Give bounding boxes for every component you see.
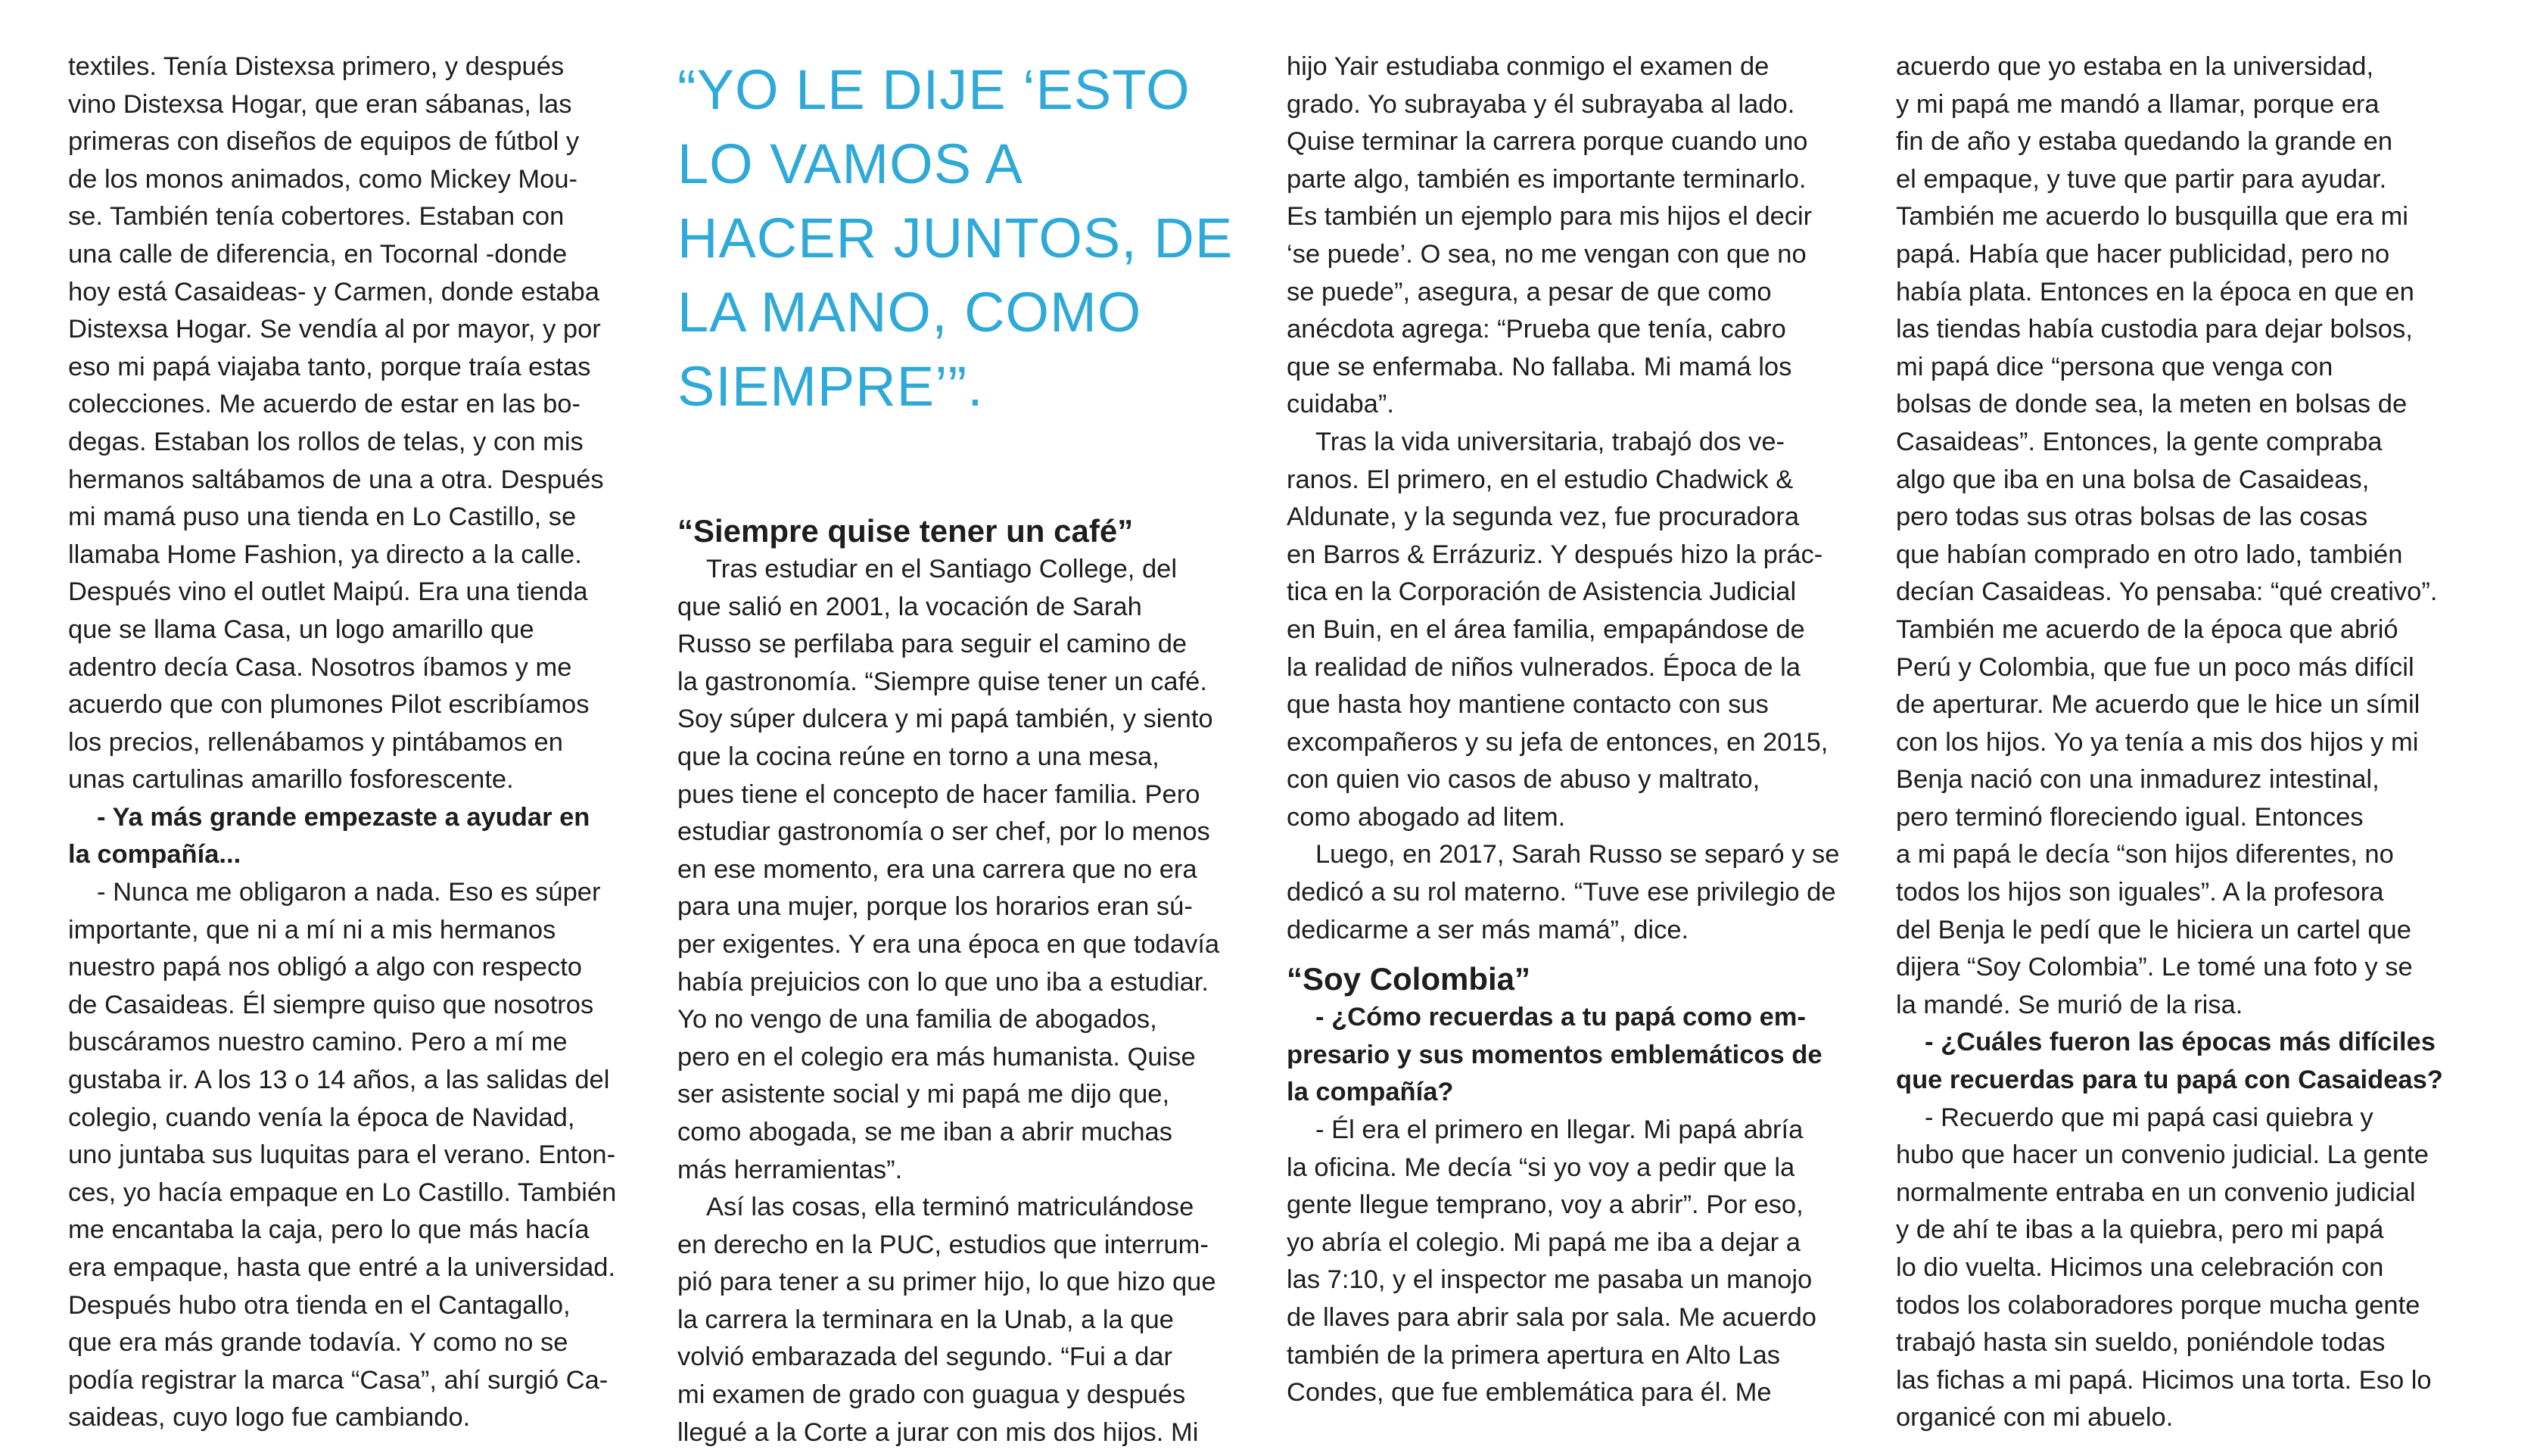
text-line: - Nunca me obligaron a nada. Eso es súper [97,878,601,907]
text-line: dedicó a su rol materno. “Tuve ese privilegio de [1287,878,1836,907]
text-line: con los hijos. Yo ya tenía a mis dos hijos y mi [1896,727,2419,757]
text-line: buscáramos nuestro camino. Pero a mí me [68,1028,568,1057]
text-line: una calle de diferencia, en Tocornal -donde [68,239,568,269]
text-line: yo abría el colegio. Mi papá me iba a dejar a [1287,1227,1801,1257]
text-line: Perú y Colombia, que fue un poco más difícil [1896,652,2414,682]
section-subhead: “Soy Colombia” [1287,961,1531,997]
text-line: pues tiene el concepto de hacer familia. Pero [677,779,1200,809]
column-2 [677,48,1253,1451]
text-line: estudiar gastronomía o ser chef, por lo menos [677,817,1210,847]
pull-quote-line: HACER JUNTOS, DE [677,207,1234,269]
text-line: a mi papá le decía “son hijos diferentes, no [1896,840,2394,870]
text-line: - Recuerdo que mi papá casi quiebra y [1925,1103,2373,1132]
interview-question [68,799,613,874]
col4-paragraph-1 [1896,48,2479,1024]
text-line: la mandé. Se murió de la risa. [1896,990,2243,1019]
text-line: mi papá dice “persona que venga con [1896,352,2333,381]
text-line: hoy está Casaideas- y Carmen, donde estaba [68,277,599,306]
text-line: lo dio vuelta. Hicimos una celebración con [1896,1253,2384,1282]
interview-answer [1287,1112,1862,1412]
text-line: Luego, en 2017, Sarah Russo se separó y se [1315,840,1840,870]
interview-question [1287,999,1862,1112]
column-4 [1896,48,2479,1437]
text-line: pió para tener a su primer hijo, lo que hizo que [677,1268,1216,1297]
text-line: fin de año y estaba quedando la grande en [1896,127,2393,157]
text-line: en Barros & Errázuriz. Y después hizo la prác- [1287,540,1823,569]
text-line: hijo Yair estudiaba conmigo el examen de [1287,52,1770,81]
pull-quote-line: LA MANO, COMO [677,281,1142,344]
text-line: todos los hijos son iguales”. A la profesora [1896,878,2384,907]
text-line: del Benja le pedí que le hiciera un cartel que [1896,915,2411,944]
text-line: unas cartulinas amarillo fosforescente. [68,765,514,795]
pull-quote-line: SIEMPRE’”. [677,355,984,418]
text-line: la carrera la terminara en la Unab, a la que [677,1305,1174,1334]
text-line: degas. Estaban los rollos de telas, y con mis [68,427,584,456]
text-line: los precios, rellenábamos y pintábamos en [68,727,563,757]
text-line: la gastronomía. “Siempre quise tener un café. [677,667,1207,696]
text-line: Es también un ejemplo para mis hijos el decir [1287,202,1813,232]
text-line: gente llegue temprano, voy a abrir”. Por eso, [1287,1190,1804,1220]
text-line: el empaque, y tuve que partir para ayudar. [1896,164,2387,194]
text-line: de aperturar. Me acuerdo que le hice un símil [1896,690,2420,720]
text-line: la oficina. Me decía “si yo voy a pedir que la [1287,1153,1795,1182]
text-line: Condes, que fue emblemática para él. Me [1287,1378,1772,1408]
col2-paragraph-1 [677,551,1253,1189]
text-line: importante, que ni a mí ni a mis hermanos [68,915,556,944]
text-line: decían Casaideas. Yo pensaba: “qué creativo”. [1896,577,2438,607]
text-line: hubo que hacer un convenio judicial. La gente [1896,1140,2429,1170]
text-line: como abogado ad litem. [1287,802,1566,832]
text-line: las fichas a mi papá. Hicimos una torta. Eso lo [1896,1365,2432,1395]
text-line: de llaves para abrir sala por sala. Me acuerdo [1287,1303,1816,1332]
text-line: las 7:10, y el inspector me pasaba un manojo [1287,1265,1813,1295]
text-line: en ese momento, era una carrera que no era [677,854,1197,884]
text-line: que salió en 2001, la vocación de Sarah [677,592,1142,621]
pull-quote-line: LO VAMOS A [677,132,1023,195]
col2-paragraph-2 [677,1189,1253,1451]
pull-quote [677,53,1253,424]
text-line: colegio, cuando venía la época de Navidad, [68,1103,575,1132]
col3-paragraph-1 [1287,48,1862,424]
column-3 [1287,48,1862,1412]
text-line: Quise terminar la carrera porque cuando uno [1287,127,1808,157]
text-line: pero todas sus otras bolsas de las cosas [1896,502,2368,532]
text-line: mi mamá puso una tienda en Lo Castillo, se [68,502,577,532]
text-line: me encantaba la caja, pero lo que más hacía [68,1215,590,1245]
text-line: primeras con diseños de equipos de fútbol y [68,127,580,157]
text-line: papá. Había que hacer publicidad, pero no [1896,239,2390,269]
text-line: pero en el colegio era más humanista. Quise [677,1042,1196,1072]
text-line: se. También tenía cobertores. Estaban con [68,202,565,232]
text-line: se puede”, asegura, a pesar de que como [1287,277,1772,306]
text-line: que se enfermaba. No fallaba. Mi mamá los [1287,352,1792,381]
text-line: ser asistente social y mi papá me dijo que, [677,1080,1170,1109]
text-line: como abogada, se me iban a abrir muchas [677,1117,1172,1146]
text-line: para una mujer, porque los horarios eran sú- [677,892,1193,922]
question-line: la compañía? [1287,1078,1454,1107]
text-line: colecciones. Me acuerdo de estar en las bo- [68,390,581,419]
text-line: ranos. El primero, en el estudio Chadwick & [1287,465,1794,494]
question-line: la compañía... [68,840,241,870]
text-line: - Él era el primero en llegar. Mi papá abría [1315,1115,1804,1145]
text-line: Así las cosas, ella terminó matriculándose [706,1193,1194,1222]
text-line: también de la primera apertura en Alto Las [1287,1340,1781,1370]
question-line: presario y sus momentos emblemáticos de [1287,1040,1823,1069]
text-line: todos los colaboradores porque mucha gente [1896,1290,2420,1320]
text-line: acuerdo que yo estaba en la universidad, [1896,52,2374,81]
text-line: mi examen de grado con guagua y después [677,1380,1186,1410]
text-line: Yo no vengo de una familia de abogados, [677,1005,1157,1034]
text-line: per exigentes. Y era una época en que todavía [677,929,1220,959]
text-line: llamaba Home Fashion, ya directo a la calle. [68,540,582,569]
text-line: dijera “Soy Colombia”. Le tomé una foto y se [1896,953,2413,982]
text-line: que habían comprado en otro lado, también [1896,540,2403,569]
text-line: con quien vio casos de abuso y maltrato, [1287,765,1760,795]
interview-question [1896,1024,2479,1099]
text-line: normalmente entraba en un convenio judicial [1896,1178,2416,1207]
text-line: gustaba ir. A los 13 o 14 años, a las salidas del [68,1066,610,1095]
text-line: grado. Yo subrayaba y él subrayaba al lado. [1287,89,1795,119]
col1-intro-paragraph [68,48,613,799]
text-line: eso mi papá viajaba tanto, porque traía estas [68,352,591,381]
text-line: Benja nació con una inmadurez intestinal, [1896,765,2380,795]
text-line: Distexsa Hogar. Se vendía al por mayor, y por [68,315,601,344]
text-line: Después hubo otra tienda en el Cantagallo, [68,1290,571,1320]
text-line: adentro decía Casa. Nosotros íbamos y me [68,652,572,682]
interview-answer [1896,1100,2479,1437]
question-line: - ¿Cuáles fueron las épocas más difíciles [1925,1028,2436,1057]
text-line: volvió embarazada del segundo. “Fui a dar [677,1342,1172,1372]
text-line: y de ahí te ibas a la quiebra, pero mi papá [1896,1215,2384,1245]
text-line: acuerdo que con plumones Pilot escribíamos [68,690,590,720]
section-subhead: “Siempre quise tener un café” [677,513,1134,549]
text-line: la realidad de niños vulnerados. Época de la [1287,652,1801,682]
text-line: anécdota agrega: “Prueba que tenía, cabro [1287,315,1786,344]
text-line: ces, yo hacía empaque en Lo Castillo. También [68,1178,617,1207]
text-line: había prejuicios con lo que uno iba a estudiar. [677,967,1209,997]
text-line: que la cocina reúne en torno a una mesa, [677,742,1159,771]
text-line: las tiendas había custodia para dejar bolsos, [1896,315,2413,344]
text-line: Aldunate, y la segunda vez, fue procuradora [1287,502,1800,532]
text-line: pero terminó floreciendo igual. Entonces [1896,802,2364,832]
text-line: tica en la Corporación de Asistencia Judicial [1287,577,1797,607]
question-line: que recuerdas para tu papá con Casaideas? [1896,1066,2443,1095]
text-line: Russo se perfilaba para seguir el camino de [677,630,1188,659]
text-line: que era más grande todavía. Y como no se [68,1328,568,1358]
text-line: textiles. Tenía Distexsa primero, y después [68,52,565,81]
text-line: Después vino el outlet Maipú. Era una tienda [68,577,588,607]
text-line: cuidaba”. [1287,390,1394,419]
text-line: había plata. Entonces en la época en que en [1896,277,2414,306]
text-line: que se llama Casa, un logo amarillo que [68,614,534,644]
interview-answer [68,874,617,1437]
text-line: trabajó hasta sin sueldo, poniéndole todas [1896,1328,2386,1358]
text-line: Casaideas”. Entonces, la gente compraba [1896,427,2383,456]
text-line: y mi papá me mandó a llamar, porque era [1896,89,2380,119]
text-line: más herramientas”. [677,1155,903,1184]
text-line: de Casaideas. Él siempre quiso que nosotros [68,990,594,1019]
text-line: podía registrar la marca “Casa”, ahí surgió Ca- [68,1365,609,1395]
text-line: bolsas de donde sea, la meten en bolsas de [1896,390,2408,419]
text-line: vino Distexsa Hogar, que eran sábanas, las [68,89,572,119]
text-line: de los monos animados, como Mickey Mou- [68,164,578,194]
text-line: También me acuerdo de la época que abrió [1896,614,2398,644]
text-line: algo que iba en una bolsa de Casaideas, [1896,465,2370,494]
text-line: organicé con mi abuelo. [1896,1403,2174,1433]
text-line: dedicarme a ser más mamá”, dice. [1287,915,1689,944]
text-line: ‘se puede’. O sea, no me vengan con que no [1287,239,1807,269]
text-line: en derecho en la PUC, estudios que interrum- [677,1230,1209,1259]
text-line: en Buin, en el área familia, empapándose de [1287,614,1805,644]
text-line: saideas, cuyo logo fue cambiando. [68,1403,471,1433]
text-line: Tras estudiar en el Santiago College, del [706,555,1178,583]
text-line: Soy súper dulcera y mi papá también, y siento [677,705,1213,734]
col3-paragraph-2 [1287,424,1862,837]
column-1 [68,48,617,1437]
text-line: Tras la vida universitaria, trabajó dos ve- [1315,427,1785,456]
pull-quote-line: “YO LE DIJE ‘ESTO [677,58,1191,121]
col3-paragraph-3 [1287,836,1862,949]
text-line: excompañeros y su jefa de entonces, en 2015, [1287,727,1829,757]
text-line: parte algo, también es importante terminarlo. [1287,164,1807,194]
text-line: llegué a la Corte a jurar con mis dos hijos. Mi [677,1417,1199,1447]
text-line: era empaque, hasta que entré a la universidad. [68,1253,616,1282]
text-line: nuestro papá nos obligó a algo con respecto [68,953,582,982]
text-line: que hasta hoy mantiene contacto con sus [1287,690,1769,720]
text-line: uno juntaba sus luquitas para el verano. Enton- [68,1140,616,1170]
question-line: - ¿Cómo recuerdas a tu papá como em- [1315,1003,1806,1032]
text-line: hermanos saltábamos de una a otra. Después [68,465,604,494]
text-line: También me acuerdo lo busquilla que era mi [1896,202,2408,232]
question-line: - Ya más grande empezaste a ayudar en [97,802,590,832]
